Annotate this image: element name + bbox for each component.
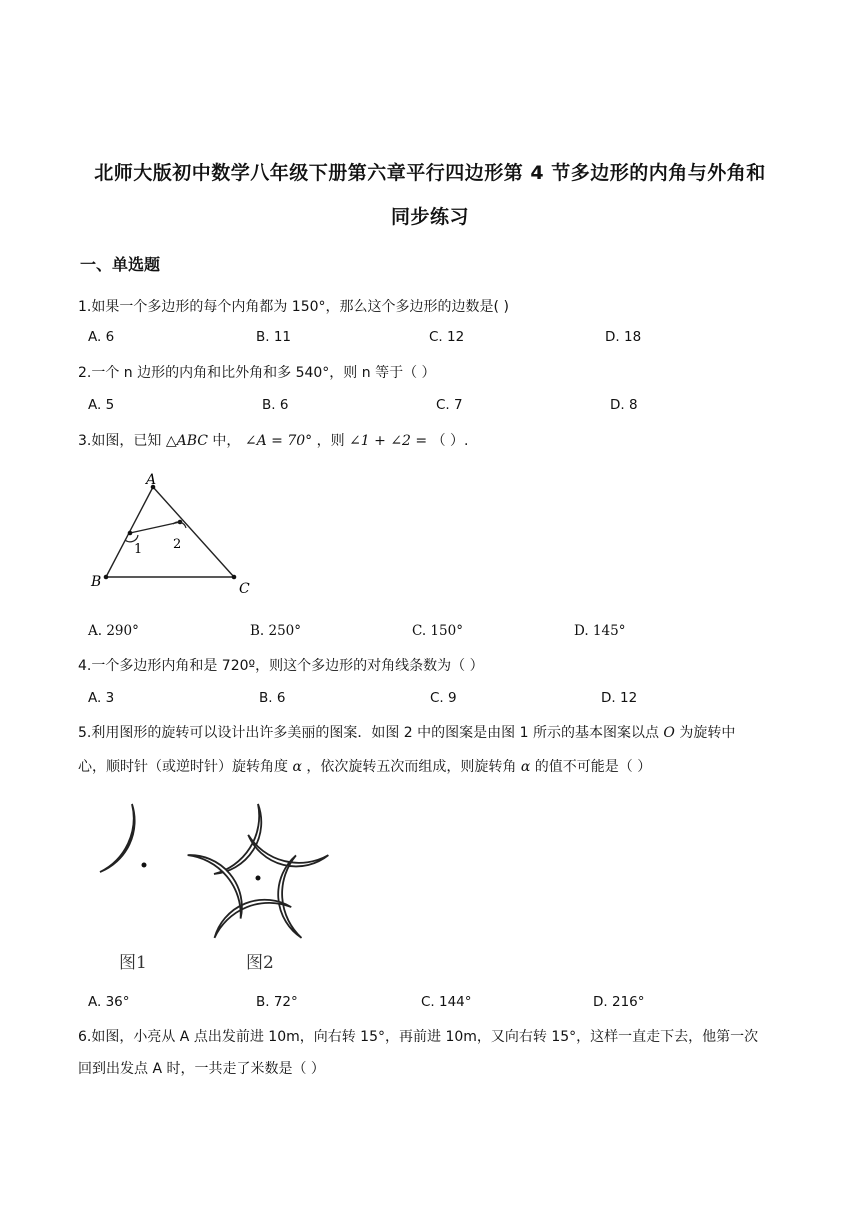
basic-pattern-shape [100, 804, 135, 872]
q4-option-d[interactable]: D. 12 [601, 690, 638, 706]
q2-option-d[interactable]: D. 8 [610, 397, 638, 413]
q3-option-a[interactable]: A. 290° [88, 623, 139, 639]
side-ac [153, 487, 234, 577]
q5-option-c[interactable]: C. 144° [421, 994, 472, 1010]
q4-option-b[interactable]: B. 6 [259, 690, 286, 706]
q2-option-c[interactable]: C. 7 [436, 397, 463, 413]
q3-triangle-figure [86, 470, 266, 600]
q3-option-c[interactable]: C. 150° [412, 623, 463, 639]
q5-figure-1 [86, 798, 176, 918]
q3-option-d[interactable]: D. 145° [574, 623, 626, 639]
label-a: A [146, 472, 157, 488]
q5-option-b[interactable]: B. 72° [256, 994, 298, 1010]
q4-option-a[interactable]: A. 3 [88, 690, 115, 706]
point-c [232, 575, 237, 580]
q3-suffix: （ ）. [427, 433, 469, 449]
label-c: C [239, 581, 250, 597]
q3-mid: 中， [207, 433, 245, 449]
question-2: 2.一个 n 边形的内角和比外角和多 540°，则 n 等于（ ） [78, 365, 436, 381]
question-6-line-1: 6.如图，小亮从 A 点出发前进 10m，向右转 15°，再前进 10m，又向右转 15°，这样一直走下去，他第一次 [78, 1029, 759, 1045]
question-1: 1.如果一个多边形的每个内角都为 150°，那么这个多边形的边数是( ) [78, 299, 509, 315]
q5-line2-b: ，依次旋转五次而组成，则旋转角 [301, 759, 521, 775]
q5-line1-b: 为旋转中 [674, 725, 736, 741]
q3-triangle: △ABC [165, 433, 208, 449]
q5-line2-c: 的值不可能是（ ） [530, 759, 652, 775]
question-6-line-2: 回到出发点 A 时，一共走了米数是（ ） [78, 1061, 325, 1077]
q3-angle-sum: ∠1 + ∠2 = [349, 433, 428, 449]
question-5-line-2 [78, 754, 788, 780]
page-subtitle: 同步练习 [390, 206, 469, 228]
center-point-o [142, 863, 147, 868]
q1-option-a[interactable]: A. 6 [88, 329, 115, 345]
q5-alpha-1: α [292, 759, 302, 775]
question-5-options [88, 994, 788, 1014]
q5-option-a[interactable]: A. 36° [88, 994, 130, 1010]
question-5-line-1 [78, 720, 788, 746]
question-4-options [88, 690, 788, 710]
section-heading: 一、单选题 [80, 255, 161, 274]
q2-option-b[interactable]: B. 6 [262, 397, 289, 413]
q3-angle-a: ∠A = 70° [244, 433, 313, 449]
point-d [128, 531, 133, 536]
figure-1-label: 图1 [119, 953, 147, 973]
q2-option-a[interactable]: A. 5 [88, 397, 115, 413]
q1-option-d[interactable]: D. 18 [605, 329, 642, 345]
q5-line1-a: 5.利用图形的旋转可以设计出许多美丽的图案．如图 2 中的图案是由图 1 所示的基本图案以点 [78, 725, 664, 741]
question-3-options [88, 623, 788, 643]
q3-mid2: ，则 [312, 433, 350, 449]
q1-option-c[interactable]: C. 12 [429, 329, 465, 345]
q5-option-d[interactable]: D. 216° [593, 994, 645, 1010]
q4-option-c[interactable]: C. 9 [430, 690, 457, 706]
question-2-options [88, 397, 788, 417]
center-point-o [256, 876, 261, 881]
q5-line2-a: 心，顺时针（或逆时针）旋转角度 [78, 759, 293, 775]
q5-point-o: O [663, 725, 675, 741]
point-b [104, 575, 109, 580]
page-title: 北师大版初中数学八年级下册第六章平行四边形第 4 节多边形的内角与外角和 [94, 162, 766, 184]
figure-2-label: 图2 [246, 953, 274, 973]
q5-figure-2 [176, 798, 336, 943]
question-1-options [88, 329, 788, 349]
label-b: B [91, 574, 102, 590]
label-2: 2 [173, 537, 182, 552]
question-3 [78, 428, 788, 454]
q3-prefix: 3.如图，已知 [78, 433, 166, 449]
q5-alpha-2: α [520, 759, 531, 775]
label-1: 1 [134, 542, 143, 557]
q1-option-b[interactable]: B. 11 [256, 329, 292, 345]
question-4: 4.一个多边形内角和是 720º，则这个多边形的对角线条数为（ ） [78, 658, 484, 674]
segment-de [130, 522, 180, 533]
rotated-pattern [176, 804, 336, 943]
q3-option-b[interactable]: B. 250° [250, 623, 302, 639]
